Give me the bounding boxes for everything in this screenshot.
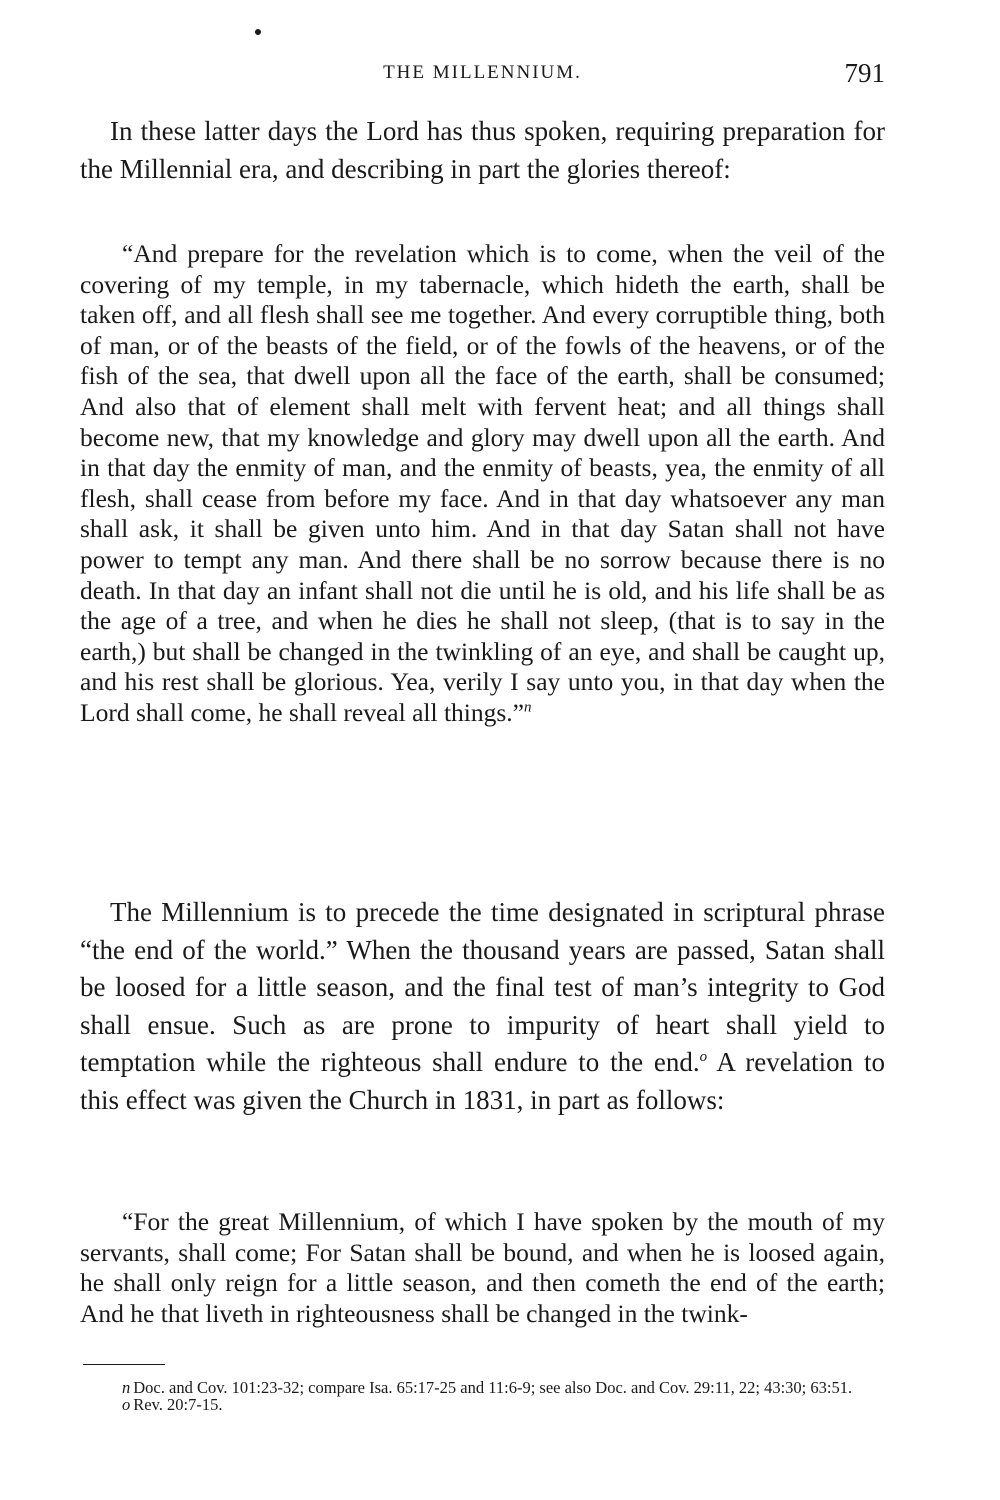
footnote-divider <box>83 1364 165 1365</box>
footnote-reference: o <box>699 1049 708 1065</box>
footnote-mark: o <box>122 1394 131 1414</box>
paragraph-text-continued: A revelation to this effect was given the Church in 1831, in part as follows: <box>80 1047 885 1115</box>
footnote-text: Doc. and Cov. 101:23-32; compare Isa. 65:17-25 and 11:6-9; see also Doc. and Cov. 29:11, 22; 43:30; 63:51. <box>133 1378 853 1397</box>
print-speck <box>255 29 261 35</box>
running-title: THE MILLENNIUM. <box>383 62 582 83</box>
footnote <box>80 1394 885 1414</box>
running-head <box>80 58 885 88</box>
quote-text: “For the great Millennium, of which I have spoken by the mouth of my servants, shall come; For Satan shall be bound, and when he is loosed again, he shall only reign for a little season, and then cometh the end of the earth; And he that liveth in righteousness shall be changed in the twink- <box>80 1207 885 1328</box>
footnote-reference: n <box>523 699 532 716</box>
paragraph-text: The Millennium is to precede the time designated in scriptural phrase “the end of the world.” When the thousand years are passed, Satan shall be loosed for a little season, and the final test of man’s integrity to God shall ensue. Such as are prone to impurity of heart shall yield to temptation while the righteous shall endure to the end. <box>80 897 885 1077</box>
body-paragraph <box>80 894 885 1119</box>
paragraph-text: In these latter days the Lord has thus spoken, requiring preparation for the Millennial era, and describing in part the glories thereof: <box>80 116 885 184</box>
footnotes <box>80 1380 885 1413</box>
block-quote <box>80 239 885 729</box>
body-paragraph <box>80 113 885 188</box>
page-number: 791 <box>844 58 885 88</box>
quote-text: “And prepare for the revelation which is to come, when the veil of the covering of my temple, in my tabernacle, which hideth the earth, shall be taken off, and all flesh shall see me together. And every corruptible thing, both of man, or of the beasts of the field, or of the fowls of the heavens, or of the fish of the sea, that dwell upon all the face of the earth, shall be consumed; And also that of element shall melt with fervent heat; and all things shall become new, that my knowledge and glory may dwell upon all the earth. And in that day the enmity of man, and the enmity of beasts, yea, the enmity of all flesh, shall cease from before my face. And in that day whatsoever any man shall ask, it shall be given unto him. And in that day Satan shall not have power to tempt any man. And there shall be no sorrow because there is no death. In that day an infant shall not die until he is old, and his life shall be as the age of a tree, and when he dies he shall not sleep, (that is to say in the earth,) but shall be changed in the twinkling of an eye, and shall be caught up, and his rest shall be glorious. Yea, verily I say unto you, in that day when the Lord shall come, he shall reveal all things.” <box>80 239 885 727</box>
footnote-mark: n <box>122 1378 131 1397</box>
footnote-text: Rev. 20:7-15. <box>133 1394 223 1414</box>
block-quote <box>80 1207 885 1329</box>
